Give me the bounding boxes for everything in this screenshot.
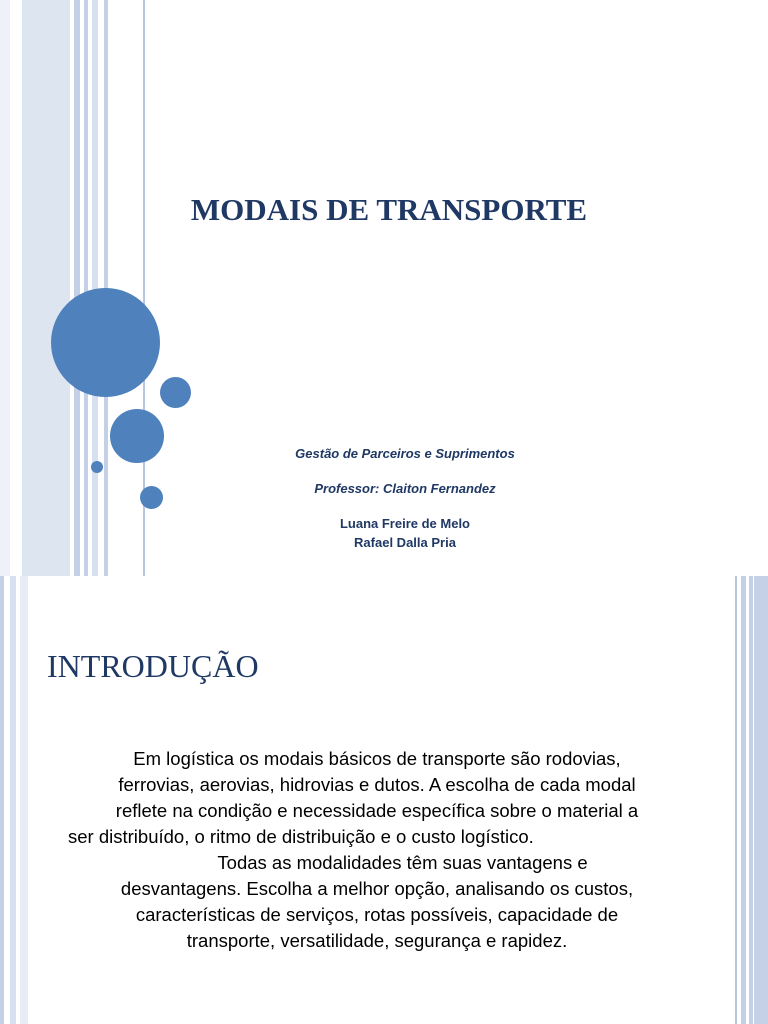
intro-paragraph [62, 746, 692, 954]
paragraph-line: Em logística os modais básicos de transporte são rodovias, [133, 748, 621, 769]
decorative-stripe [0, 0, 10, 576]
intro-slide [0, 576, 768, 1024]
paragraph-line: desvantagens. Escolha a melhor opção, analisando os custos, [120, 878, 634, 899]
decorative-stripe [74, 0, 80, 576]
decorative-stripe [741, 576, 746, 1024]
paragraph-line: ser distribuído, o ritmo de distribuição e o custo logístico. [68, 826, 534, 847]
decorative-stripe [0, 576, 4, 1024]
professor-name: Professor: Claiton Fernandez [314, 481, 496, 496]
decorative-circle [51, 288, 160, 397]
paragraph-line: reflete na condição e necessidade específica sobre o material a [115, 800, 639, 821]
decorative-stripe [735, 576, 737, 1024]
slide-title: MODAIS DE TRANSPORTE [190, 192, 588, 227]
decorative-circle [91, 461, 103, 473]
decorative-stripe [20, 576, 28, 1024]
paragraph-line: Todas as modalidades têm suas vantagens e [166, 852, 588, 873]
course-name: Gestão de Parceiros e Suprimentos [295, 446, 515, 461]
decorative-stripe [10, 576, 16, 1024]
decorative-stripe [754, 576, 768, 1024]
decorative-stripe [84, 0, 88, 576]
author-name: Luana Freire de Melo [339, 516, 471, 531]
decorative-stripe [749, 576, 753, 1024]
paragraph-line: transporte, versatilidade, segurança e rapidez. [186, 930, 568, 951]
author-name: Rafael Dalla Pria [354, 535, 456, 550]
decorative-circle [140, 486, 163, 509]
decorative-stripe [22, 0, 70, 576]
paragraph-line: ferrovias, aerovias, hidrovias e dutos. A escolha de cada modal [118, 774, 636, 795]
decorative-circle [160, 377, 191, 408]
decorative-circle [110, 409, 164, 463]
paragraph-line: características de serviços, rotas possíveis, capacidade de [135, 904, 619, 925]
section-title: INTRODUÇÃO [47, 648, 259, 684]
